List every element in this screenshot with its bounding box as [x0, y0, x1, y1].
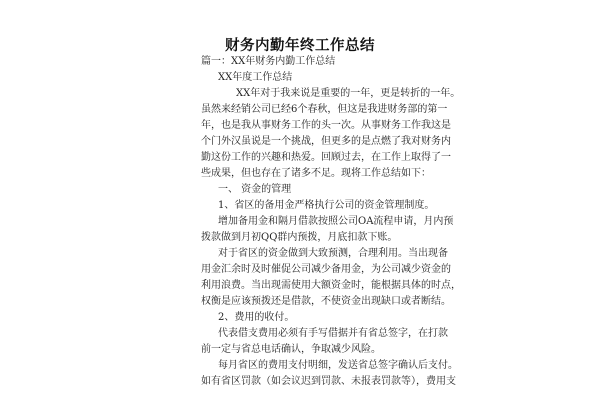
paragraph-line: 利用浪费。当出现需使用大额资金时，能根据具体的时点，	[201, 280, 461, 291]
paragraph-line: 拨款做到月初QQ群内预拨，月底扣款下账。	[201, 232, 398, 243]
paragraph-line: 如有省区罚款（如会议迟到罚款、未报表罚款等），费用支	[201, 376, 456, 387]
subheading: XX年度工作总结	[218, 72, 293, 83]
paragraph-line: 代表借支费用必须有手写借据并有省总签字，在打款	[218, 328, 448, 339]
paragraph-line: 权衡是应该预拨还是借款，不使资金出现缺口或者断结。	[201, 296, 451, 307]
paragraph-line: 些成果，但也存在了诸多不足。现将工作总结如下：	[201, 168, 431, 179]
paragraph-line: 年，也是我从事财务工作的头一次。从事财务工作我这是	[201, 120, 451, 131]
subheading: 2、费用的收付。	[218, 312, 295, 323]
paragraph-line: 每月省区的费用支付明细，发送省总签字确认后支付。	[218, 360, 458, 371]
paragraph-line: 前一定与省总电话确认，争取减少风险。	[201, 344, 381, 355]
paragraph-line: XX年对于我来说是重要的一年，更是转折的一年。	[236, 88, 461, 99]
document-title: 财务内勤年终工作总结	[225, 37, 375, 54]
section-heading: 一、 资金的管理	[218, 184, 292, 195]
paragraph-line: 用金汇余时及时催促公司减少备用金，为公司减少资金的	[201, 264, 451, 275]
paragraph-line: 对于省区的资金做到大致预测，合理利用。当出现备	[218, 248, 448, 259]
paragraph-line: 勤这份工作的兴趣和热爱。回顾过去，在工作上取得了一	[201, 152, 451, 163]
paragraph-line: 增加备用金和隔月借款按照公司OA流程申请，月内预	[218, 216, 454, 227]
section-heading: 篇一：XX年财务内勤工作总结	[201, 56, 336, 67]
paragraph-line: 个门外汉虽说是一个挑战，但更多的是点燃了我对财务内	[201, 136, 451, 147]
paragraph-line: 虽然来经销公司已经6个春秋，但这是我进财务部的第一	[201, 104, 448, 115]
subheading: 1、省区的备用金严格执行公司的资金管理制度。	[218, 200, 435, 211]
